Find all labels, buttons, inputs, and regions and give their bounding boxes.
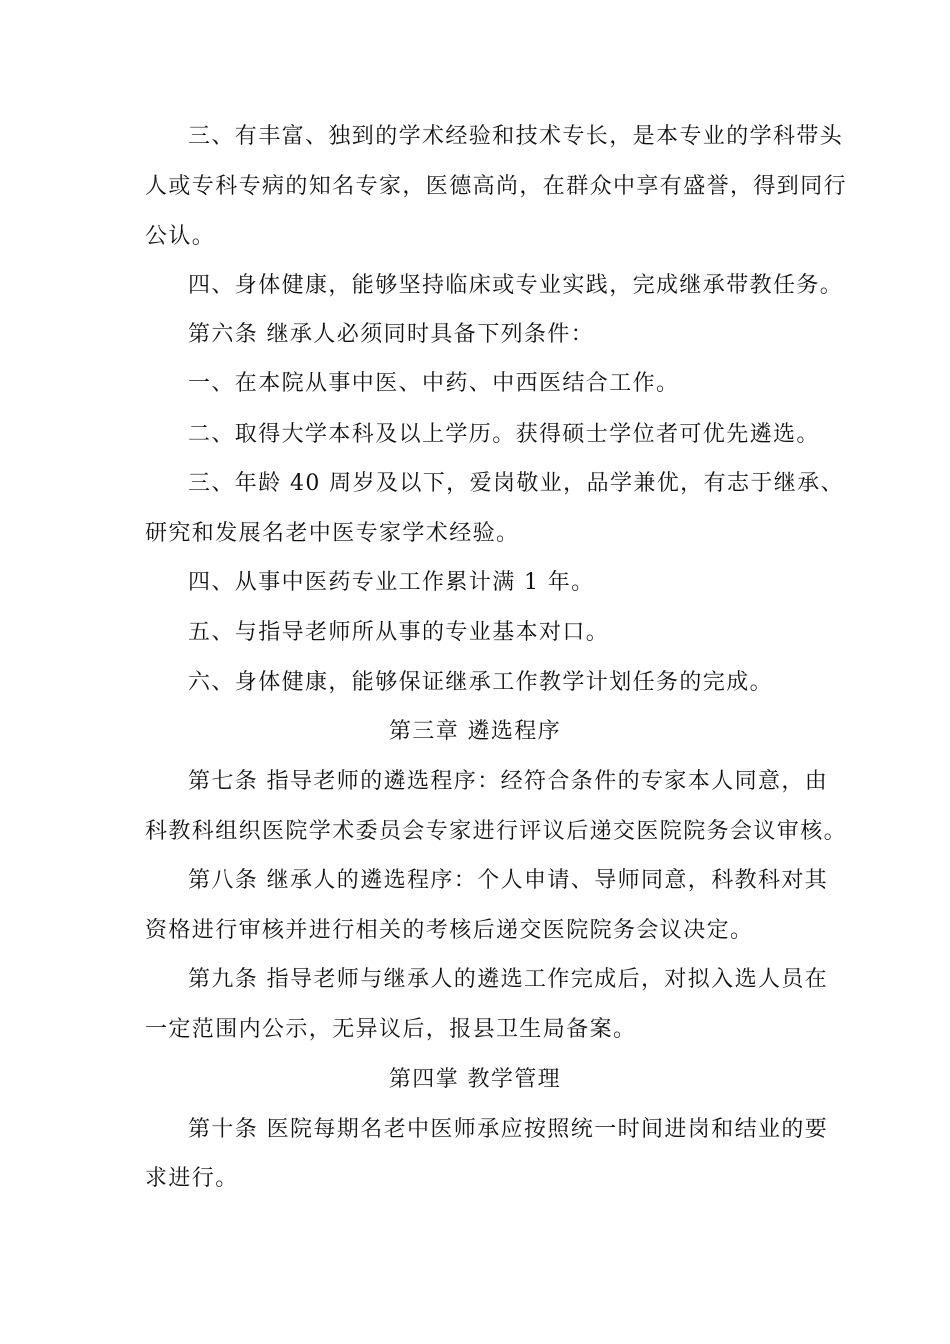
- paragraph-line: 资格进行审核并进行相关的考核后递交医院院务会议决定。: [145, 918, 754, 943]
- paragraph-line: 三、年龄 40 周岁及以下，爱岗敬业，品学兼优，有志于继承、: [188, 471, 844, 496]
- paragraph-line: 四、从事中医药专业工作累计满 1 年。: [188, 570, 595, 595]
- article-heading-9: 第九条 指导老师与继承人的遴选工作完成后，对拟入选人员在: [188, 967, 829, 992]
- article-heading-6: 第六条 继承人必须同时具备下列条件：: [188, 322, 595, 347]
- chapter-heading-4: 第四掌 教学管理: [388, 1067, 562, 1092]
- paragraph-line: 求进行。: [145, 1166, 239, 1191]
- paragraph-line: 一、在本院从事中医、中药、中西医结合工作。: [188, 371, 680, 396]
- paragraph-line: 五、与指导老师所从事的专业基本对口。: [188, 620, 610, 645]
- paragraph-line: 研究和发展名老中医专家学术经验。: [145, 521, 520, 546]
- paragraph-line: 二、取得大学本科及以上学历。获得硕士学位者可优先遴选。: [188, 422, 820, 447]
- paragraph-line: 人或专科专病的知名专家，医德高尚，在群众中享有盛誉，得到同行: [145, 174, 848, 199]
- paragraph-line: 科教科组织医院学术委员会专家进行评议后递交医院院务会议审核。: [145, 819, 848, 844]
- article-heading-8: 第八条 继承人的遴选程序：个人申请、导师同意，科教科对其: [188, 868, 829, 893]
- paragraph-line: 四、身体健康，能够坚持临床或专业实践，完成继承带教任务。: [188, 273, 844, 298]
- paragraph-line: 一定范围内公示，无异议后，报县卫生局备案。: [145, 1017, 637, 1042]
- chapter-heading-3: 第三章 遴选程序: [388, 719, 562, 744]
- paragraph-line: 六、身体健康，能够保证继承工作教学计划任务的完成。: [188, 670, 774, 695]
- paragraph-line: 公认。: [145, 224, 216, 249]
- paragraph-line: 三、有丰富、独到的学术经验和技术专长，是本专业的学科带头: [188, 124, 844, 149]
- article-heading-10: 第十条 医院每期名老中医师承应按照统一时间进岗和结业的要: [188, 1117, 829, 1142]
- article-heading-7: 第七条 指导老师的遴选程序：经符合条件的专家本人同意，由: [188, 769, 829, 794]
